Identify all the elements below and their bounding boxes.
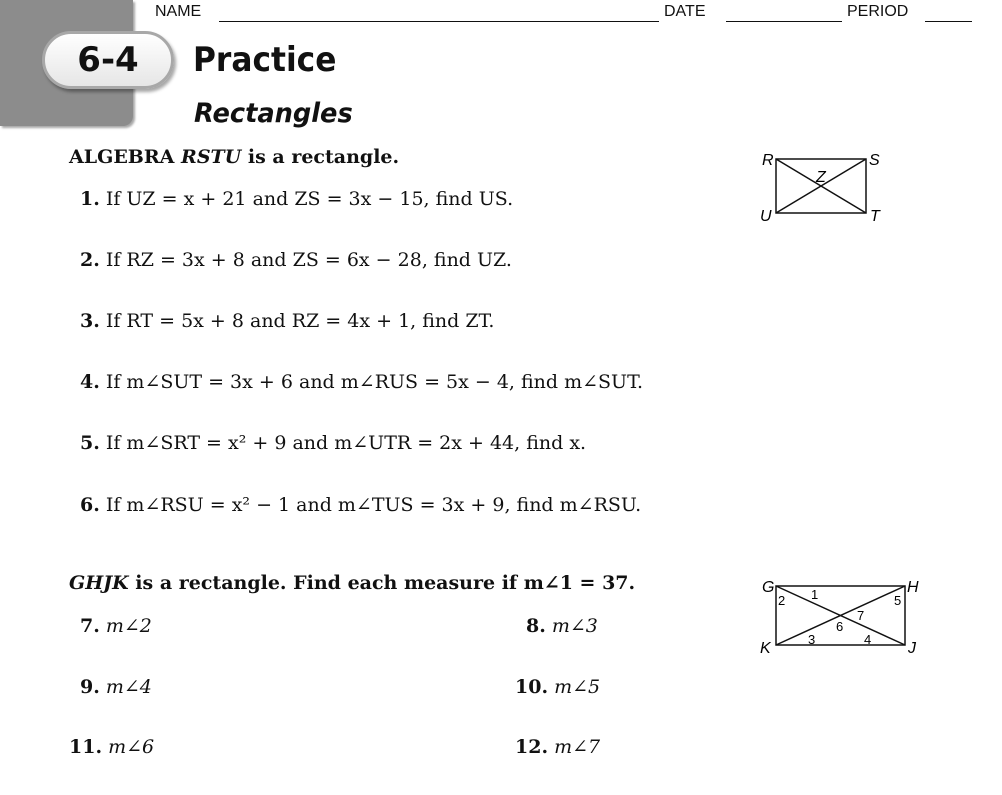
problem-number: 9. <box>80 676 100 698</box>
algebra-label: ALGEBRA <box>69 146 175 168</box>
date-blank <box>726 21 842 22</box>
vertex-label-t: T <box>870 208 880 225</box>
section-2-heading <box>69 572 635 594</box>
vertex-label-h: H <box>907 579 919 596</box>
angle-label-5: 5 <box>894 593 902 608</box>
problem-text: If m∠SUT = 3x + 6 and m∠RUS = 5x − 4, find m∠SUT. <box>105 371 643 393</box>
rectangle-ghjk-figure <box>755 573 930 661</box>
vertex-label-k: K <box>760 640 771 657</box>
problem-number: 11. <box>69 736 103 758</box>
angle-label-6: 6 <box>836 619 844 634</box>
problem-1 <box>80 188 513 210</box>
rectangle-rstu-figure <box>755 148 890 228</box>
problem-text: If m∠RSU = x² − 1 and m∠TUS = 3x + 9, find m∠RSU. <box>105 494 642 516</box>
problem-7 <box>80 615 152 637</box>
lesson-number-badge: 6-4 <box>42 31 174 89</box>
problem-number: 12. <box>515 736 549 758</box>
center-label-z: Z <box>816 169 826 186</box>
section-2-figure-name: GHJK <box>69 572 129 594</box>
problem-number: 4. <box>80 371 100 393</box>
problem-3 <box>80 310 494 332</box>
problem-6 <box>80 494 641 516</box>
problem-text: m∠4 <box>105 676 152 698</box>
vertex-label-s: S <box>869 152 880 169</box>
problem-number: 7. <box>80 615 100 637</box>
problem-text: If UZ = x + 21 and ZS = 3x − 15, find US. <box>105 188 514 210</box>
problem-number: 2. <box>80 249 100 271</box>
vertex-label-u: U <box>760 208 772 225</box>
problem-text: m∠3 <box>551 615 598 637</box>
date-label: DATE <box>664 3 706 20</box>
problem-text: If RT = 5x + 8 and RZ = 4x + 1, find ZT. <box>105 310 495 332</box>
problem-9 <box>80 676 152 698</box>
problem-text: If RZ = 3x + 8 and ZS = 6x − 28, find UZ. <box>105 249 512 271</box>
vertex-label-r: R <box>762 152 774 169</box>
angle-label-3: 3 <box>808 632 816 647</box>
problem-text: If m∠SRT = x² + 9 and m∠UTR = 2x + 44, find x. <box>105 432 587 454</box>
name-label: NAME <box>155 3 202 20</box>
problem-text: m∠7 <box>554 736 601 758</box>
name-blank <box>219 21 659 22</box>
problem-text: m∠6 <box>108 736 155 758</box>
problem-10 <box>515 676 600 698</box>
name-date-period-line <box>155 3 972 25</box>
section-1-heading-text: is a rectangle. <box>241 146 400 168</box>
problem-11 <box>69 736 154 758</box>
page-title: Practice <box>193 40 337 80</box>
angle-label-7: 7 <box>857 608 865 623</box>
section-2-heading-text: is a rectangle. Find each measure if m∠1 = 37. <box>128 572 636 594</box>
section-1-heading <box>69 146 399 168</box>
vertex-label-g: G <box>762 579 775 596</box>
problem-text: m∠5 <box>554 676 601 698</box>
section-1-figure-name: RSTU <box>181 146 242 168</box>
problem-12 <box>515 736 600 758</box>
problem-number: 5. <box>80 432 100 454</box>
problem-4 <box>80 371 643 393</box>
problem-2 <box>80 249 512 271</box>
problem-number: 3. <box>80 310 100 332</box>
period-blank <box>925 21 972 22</box>
problem-text: m∠2 <box>105 615 152 637</box>
page-subtitle: Rectangles <box>194 98 353 129</box>
problem-number: 8. <box>526 615 546 637</box>
problem-8 <box>526 615 598 637</box>
angle-label-1: 1 <box>811 587 819 602</box>
angle-label-2: 2 <box>778 593 786 608</box>
problem-5 <box>80 432 586 454</box>
problem-number: 6. <box>80 494 100 516</box>
vertex-label-j: J <box>908 640 916 657</box>
problem-number: 1. <box>80 188 100 210</box>
period-label: PERIOD <box>847 3 909 20</box>
problem-number: 10. <box>515 676 549 698</box>
angle-label-4: 4 <box>864 632 872 647</box>
